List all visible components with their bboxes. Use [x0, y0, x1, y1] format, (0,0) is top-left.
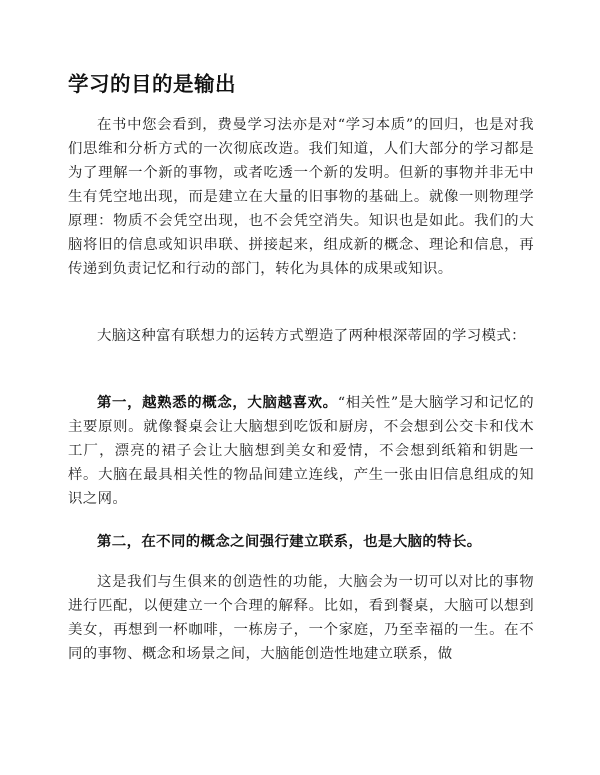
paragraph-learning-modes-intro — [68, 324, 534, 348]
paragraph-lead: 第二，在不同的概念之间强行建立联系，也是大脑的特长。 — [97, 533, 482, 550]
paragraph-text: 这是我们与生俱来的创造性的功能，大脑会为一切可以对比的事物进行匹配，以便建立一个合理的解释。比如，看到餐桌，大脑可以想到美女，再想到一杯咖啡，一栋房子，一个家庭，乃至幸福的一生。在不同的事物、概念和场景之间，大脑能创造性地建立联系，做 — [68, 574, 534, 662]
page-title: 学习的目的是输出 — [68, 72, 236, 96]
paragraph-lead: 第一，越熟悉的概念，大脑越喜欢。 — [97, 394, 338, 411]
paragraph-text: 在书中您会看到，费曼学习法亦是对“学习本质”的回归，也是对我们思维和分析方式的一次彻底改造。我们知道，人们大部分的学习都是为了理解一个新的事物，或者吃透一个新的发明。但新的事物并非无中生有凭空地出现，而是建立在大量的旧事物的基础上。就像一则物理学原理：物质不会凭空出现，也不会凭空消失。知识也是如此。我们的大脑将旧的信息或知识串联、拼接起来，组成新的概念、理论和信息，再传递到负责记忆和行动的部门，转化为具体的成果或知识。 — [68, 117, 534, 277]
paragraph-knowledge-building — [68, 113, 534, 281]
paragraph-first-mode — [68, 391, 534, 511]
paragraph-second-mode — [68, 530, 534, 554]
paragraph-creativity — [68, 570, 534, 666]
paragraph-text: 大脑这种富有联想力的运转方式塑造了两种根深蒂固的学习模式： — [97, 328, 526, 344]
paragraph-text: “相关性”是大脑学习和记忆的主要原则。就像餐桌会让大脑想到吃饭和厨房，不会想到公交卡和伐木工厂，漂亮的裙子会让大脑想到美女和爱情，不会想到纸箱和钥匙一样。大脑在最具相关性的物品间建立连线，产生一张由旧信息组成的知识之网。 — [68, 395, 534, 507]
